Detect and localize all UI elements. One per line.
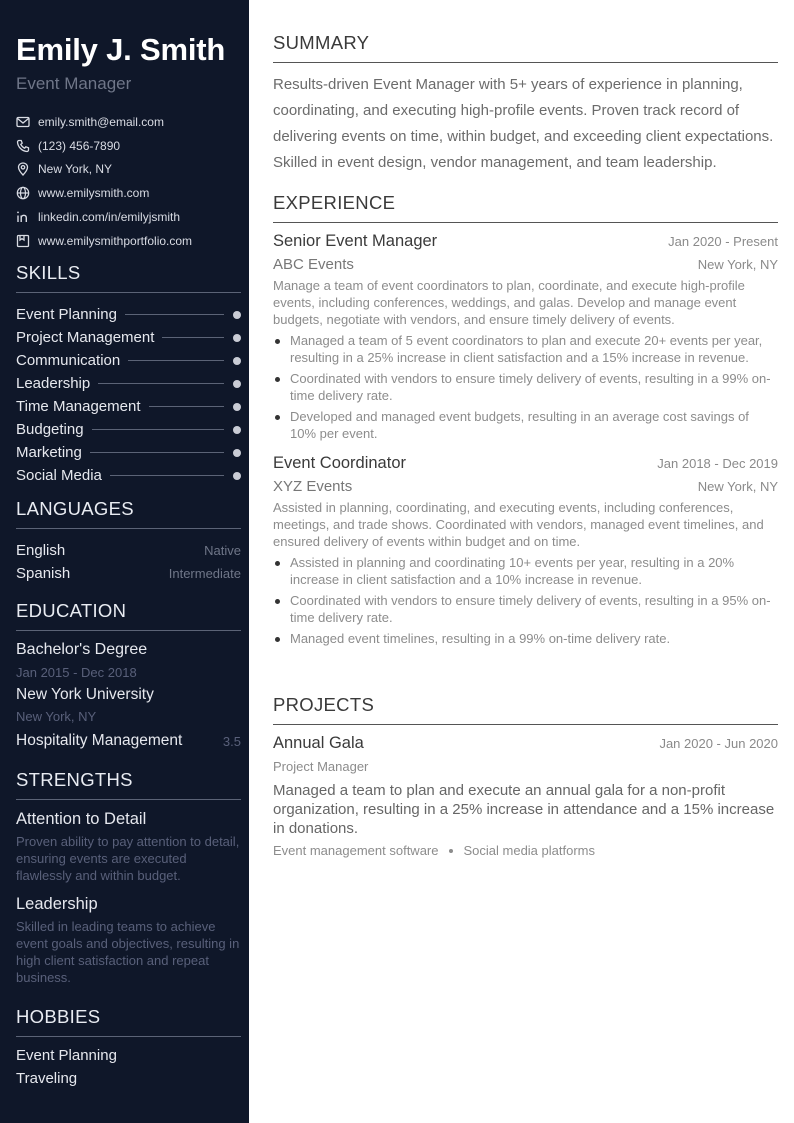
contact-linkedin[interactable] <box>16 205 241 229</box>
language-name: Spanish <box>16 565 71 582</box>
strength-title: Leadership <box>16 895 98 913</box>
contact-location-text: New York, NY <box>38 162 113 177</box>
contact-email[interactable] <box>16 110 241 134</box>
job-entry <box>273 454 778 647</box>
job-subheader <box>273 478 778 495</box>
hobbies-section <box>16 1006 241 1093</box>
experience-heading: EXPERIENCE <box>273 192 778 223</box>
contact-linkedin-text: linkedin.com/in/emilyjsmith <box>38 210 181 225</box>
strength-item <box>16 810 241 884</box>
skill-line <box>110 475 224 476</box>
education-school: New York University <box>16 686 154 703</box>
skill-label: Budgeting <box>16 421 84 438</box>
job-dates: Jan 2018 - Dec 2019 <box>657 456 778 471</box>
job-title: Event Coordinator <box>273 454 406 472</box>
hobbies-heading: HOBBIES <box>16 1006 241 1037</box>
skill-item <box>16 326 241 349</box>
education-dates: Jan 2015 - Dec 2018 <box>16 665 137 680</box>
job-location: New York, NY <box>697 479 778 494</box>
skill-item <box>16 441 241 464</box>
job-bullet: Managed event timelines, resulting in a 99% on-time delivery rate. <box>273 630 778 647</box>
project-role: Project Manager <box>273 759 369 774</box>
job-description: Assisted in planning, coordinating, and executing events, including conferences, meetings, and trade shows. Coordinated with vendors, managed event timelines, and ensured delivery of events within budget and on time. <box>273 500 764 549</box>
job-bullet: Coordinated with vendors to ensure timely delivery of events, resulting in a 95% on-time delivery rate. <box>273 592 778 626</box>
skill-line <box>149 406 225 407</box>
job-bullets <box>273 332 778 442</box>
skill-item <box>16 349 241 372</box>
job-location: New York, NY <box>697 257 778 272</box>
languages-section <box>16 498 241 585</box>
skill-dot <box>233 357 241 365</box>
skill-item <box>16 303 241 326</box>
hobby-item: Event Planning <box>16 1047 117 1064</box>
skill-dot <box>233 334 241 342</box>
job-bullets <box>273 554 778 647</box>
project-tag: Social media platforms <box>463 843 595 858</box>
projects-heading: PROJECTS <box>273 694 778 725</box>
job-bullet: Managed a team of 5 event coordinators to plan and execute 20+ events per year, resulting in a 25% increase in client satisfaction and a 15% increase in revenue. <box>273 332 778 366</box>
contact-website[interactable] <box>16 181 241 205</box>
job-company: ABC Events <box>273 256 354 273</box>
skill-item <box>16 372 241 395</box>
mail-icon <box>16 115 30 129</box>
education-field: Hospitality Management <box>16 732 183 749</box>
skill-label: Project Management <box>16 329 155 346</box>
project-dates: Jan 2020 - Jun 2020 <box>659 736 778 751</box>
skill-dot <box>233 472 241 480</box>
education-section <box>16 600 241 752</box>
language-level: Native <box>204 543 241 558</box>
job-title: Senior Event Manager <box>273 232 438 250</box>
summary-heading: SUMMARY <box>273 32 778 63</box>
education-heading: EDUCATION <box>16 600 241 631</box>
contact-portfolio[interactable] <box>16 229 241 253</box>
job-header <box>273 232 778 251</box>
skill-line <box>98 383 224 384</box>
language-level: Intermediate <box>168 566 241 581</box>
strength-desc: Skilled in leading teams to achieve event goals and objectives, resulting in high client satisfaction and repeat business. <box>16 919 240 985</box>
contact-list <box>16 110 241 253</box>
candidate-name: Emily J. Smith <box>16 32 226 67</box>
phone-icon <box>16 139 30 153</box>
contact-email-text: emily.smith@email.com <box>38 114 164 129</box>
strength-item <box>16 895 241 986</box>
strengths-heading: STRENGTHS <box>16 769 241 800</box>
skill-label: Communication <box>16 352 121 369</box>
skill-dot <box>233 380 241 388</box>
skill-label: Marketing <box>16 444 82 461</box>
job-bullet: Assisted in planning and coordinating 10+ events per year, resulting in a 20% increase in client satisfaction and a 10% increase in revenue. <box>273 554 778 588</box>
candidate-role: Event Manager <box>16 74 132 93</box>
experience-section <box>273 192 778 651</box>
skill-line <box>90 452 224 453</box>
location-icon <box>16 162 30 176</box>
skills-heading: SKILLS <box>16 262 241 293</box>
skill-item <box>16 418 241 441</box>
job-entry <box>273 232 778 442</box>
strength-desc: Proven ability to pay attention to detail, ensuring events are executed flawlessly and within budget. <box>16 834 240 883</box>
hobby-item: Traveling <box>16 1070 78 1087</box>
project-header <box>273 734 778 753</box>
strength-title: Attention to Detail <box>16 810 147 828</box>
job-description: Manage a team of event coordinators to plan, coordinate, and execute high-profile events, including conferences, weddings, and galas. Develop and manage event budgets, negotiate with vendors, and ensure timely delivery of events. <box>273 278 745 327</box>
skill-dot <box>233 426 241 434</box>
sidebar <box>0 0 249 1123</box>
contact-phone[interactable] <box>16 134 241 158</box>
skill-dot <box>233 449 241 457</box>
skill-item <box>16 395 241 418</box>
skills-section <box>16 262 241 487</box>
job-header <box>273 454 778 473</box>
skill-line <box>128 360 224 361</box>
education-gpa: 3.5 <box>222 733 241 749</box>
skill-dot <box>233 311 241 319</box>
skill-label: Social Media <box>16 467 102 484</box>
project-title: Annual Gala <box>273 734 364 752</box>
summary-section <box>273 32 778 176</box>
skill-line <box>162 337 224 338</box>
globe-icon <box>16 186 30 200</box>
contact-location <box>16 158 241 182</box>
education-location: New York, NY <box>16 709 97 724</box>
language-item <box>16 539 241 562</box>
skill-item <box>16 464 241 487</box>
tag-separator-dot <box>449 849 453 853</box>
summary-text: Results-driven Event Manager with 5+ years of experience in planning, coordinating, and executing high-profile events. Proven track record of delivering events on time, within budget, and exceeding client expectations. Skilled in event design, vendor management, and team leadership. <box>273 76 774 171</box>
skill-label: Leadership <box>16 375 91 392</box>
languages-heading: LANGUAGES <box>16 498 241 529</box>
project-tags <box>273 843 778 858</box>
skill-line <box>92 429 224 430</box>
language-name: English <box>16 542 66 559</box>
job-dates: Jan 2020 - Present <box>668 234 778 249</box>
linkedin-icon <box>16 210 30 224</box>
portfolio-icon <box>16 234 30 248</box>
job-company: XYZ Events <box>273 478 353 495</box>
projects-section <box>273 694 778 858</box>
skill-dot <box>233 403 241 411</box>
skill-label: Event Planning <box>16 306 117 323</box>
language-item <box>16 562 241 585</box>
job-subheader <box>273 256 778 273</box>
contact-portfolio-text: www.emilysmithportfolio.com <box>38 233 193 248</box>
skill-line <box>125 314 224 315</box>
project-tag: Event management software <box>273 843 439 858</box>
education-field-row <box>16 730 241 752</box>
strengths-section <box>16 769 241 997</box>
project-description: Managed a team to plan and execute an annual gala for a non-profit organization, resulting in a 25% increase in attendance and a 15% increase in donations. <box>273 782 775 837</box>
contact-website-text: www.emilysmith.com <box>38 186 150 201</box>
skill-label: Time Management <box>16 398 141 415</box>
education-degree: Bachelor's Degree <box>16 641 148 658</box>
project-entry <box>273 734 778 858</box>
job-bullet: Coordinated with vendors to ensure timely delivery of events, resulting in a 99% on-time delivery rate. <box>273 370 778 404</box>
job-bullet: Developed and managed event budgets, resulting in an average cost savings of 10% per event. <box>273 408 778 442</box>
contact-phone-text: (123) 456-7890 <box>38 138 121 153</box>
